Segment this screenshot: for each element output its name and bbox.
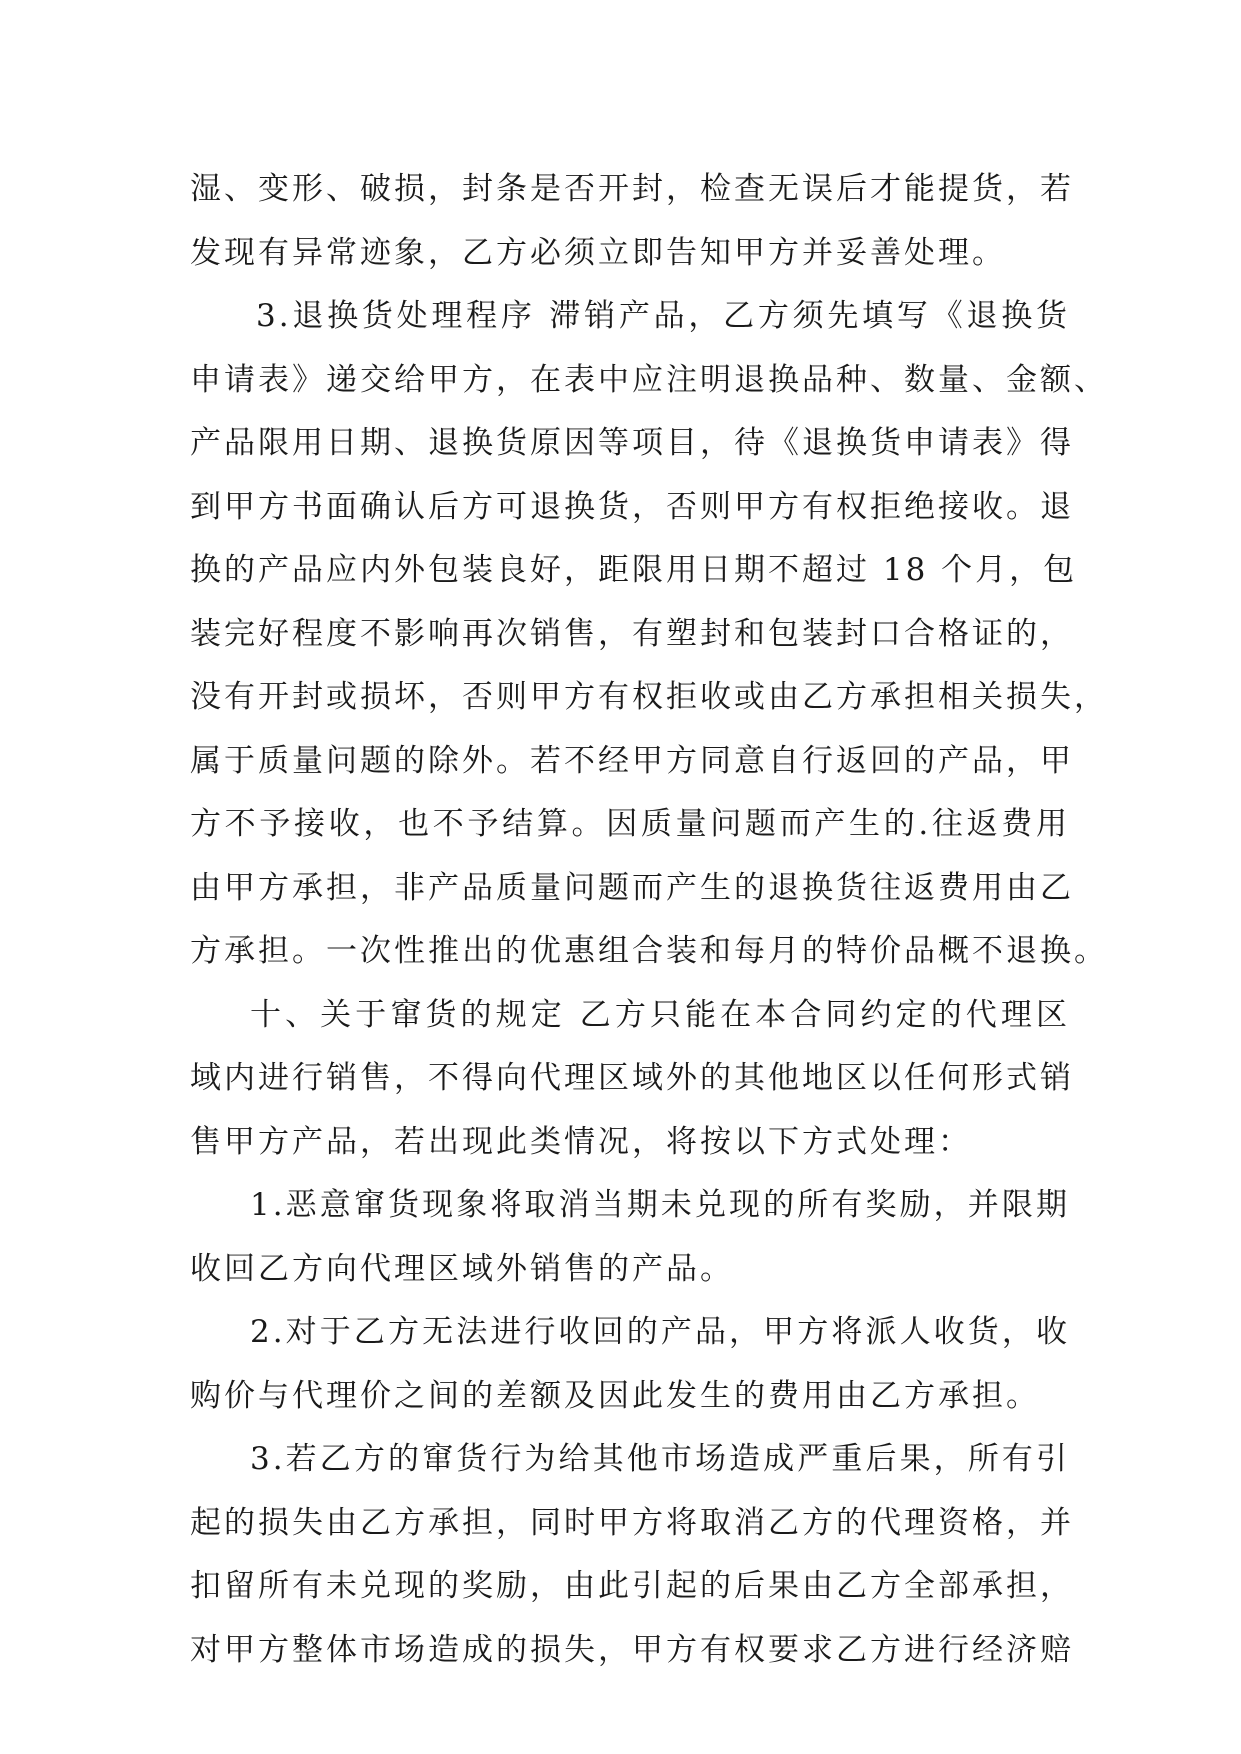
paragraph [190,285,1108,984]
text-line: 装完好程度不影响再次销售，有塑封和包装封口合格证的， [190,615,1074,652]
text-line: 换的产品应内外包装良好，距限用日期不超过 18 个月，包 [190,552,1078,588]
text-line: 十、关于窜货的规定 乙方只能在本合同约定的代理区 [250,996,1070,1033]
paragraph [190,1174,1070,1301]
text-line: 收回乙方向代理区域外销售的产品。 [190,1250,734,1287]
paragraph [190,158,1074,285]
paragraph [190,1301,1070,1428]
text-line: 方承担。一次性推出的优惠组合装和每月的特价品概不退换。 [190,933,1108,969]
text-line: 购价与代理价之间的差额及因此发生的费用由乙方承担。 [190,1377,1040,1414]
text-line: 售甲方产品，若出现此类情况，将按以下方式处理： [190,1123,972,1160]
text-line: 产品限用日期、退换货原因等项目，待《退换货申请表》得 [190,425,1074,461]
text-line: 1.恶意窜货现象将取消当期未兑现的所有奖励，并限期 [250,1187,1070,1223]
text-line: 发现有异常迹象，乙方必须立即告知甲方并妥善处理。 [190,234,1006,271]
document-body [190,158,1108,1682]
paragraph [190,984,1074,1175]
text-line: 没有开封或损坏，否则甲方有权拒收或由乙方承担相关损失， [190,679,1108,715]
text-line: 域内进行销售，不得向代理区域外的其他地区以任何形式销 [190,1060,1074,1096]
text-line: 3.退换货处理程序 滞销产品，乙方须先填写《退换货 [256,298,1070,334]
text-line: 湿、变形、破损，封条是否开封，检查无误后才能提货，若 [190,171,1074,207]
text-line: 到甲方书面确认后方可退换货，否则甲方有权拒绝接收。退 [190,488,1074,525]
text-line: 属于质量问题的除外。若不经甲方同意自行返回的产品，甲 [190,742,1074,779]
text-line: 对甲方整体市场造成的损失，甲方有权要求乙方进行经济赔 [190,1631,1074,1668]
text-line: 扣留所有未兑现的奖励，由此引起的后果由乙方全部承担， [190,1568,1074,1604]
text-line: 3.若乙方的窜货行为给其他市场造成严重后果，所有引 [250,1441,1070,1477]
text-line: 申请表》递交给甲方，在表中应注明退换品种、数量、金额、 [190,361,1108,398]
text-line: 由甲方承担，非产品质量问题而产生的退换货往返费用由乙 [190,869,1074,906]
text-line: 起的损失由乙方承担，同时甲方将取消乙方的代理资格，并 [190,1504,1074,1541]
text-line: 方不予接收，也不予结算。因质量问题而产生的.往返费用 [190,806,1070,842]
paragraph [190,1428,1074,1682]
text-line: 2.对于乙方无法进行收回的产品，甲方将派人收货，收 [250,1314,1070,1350]
